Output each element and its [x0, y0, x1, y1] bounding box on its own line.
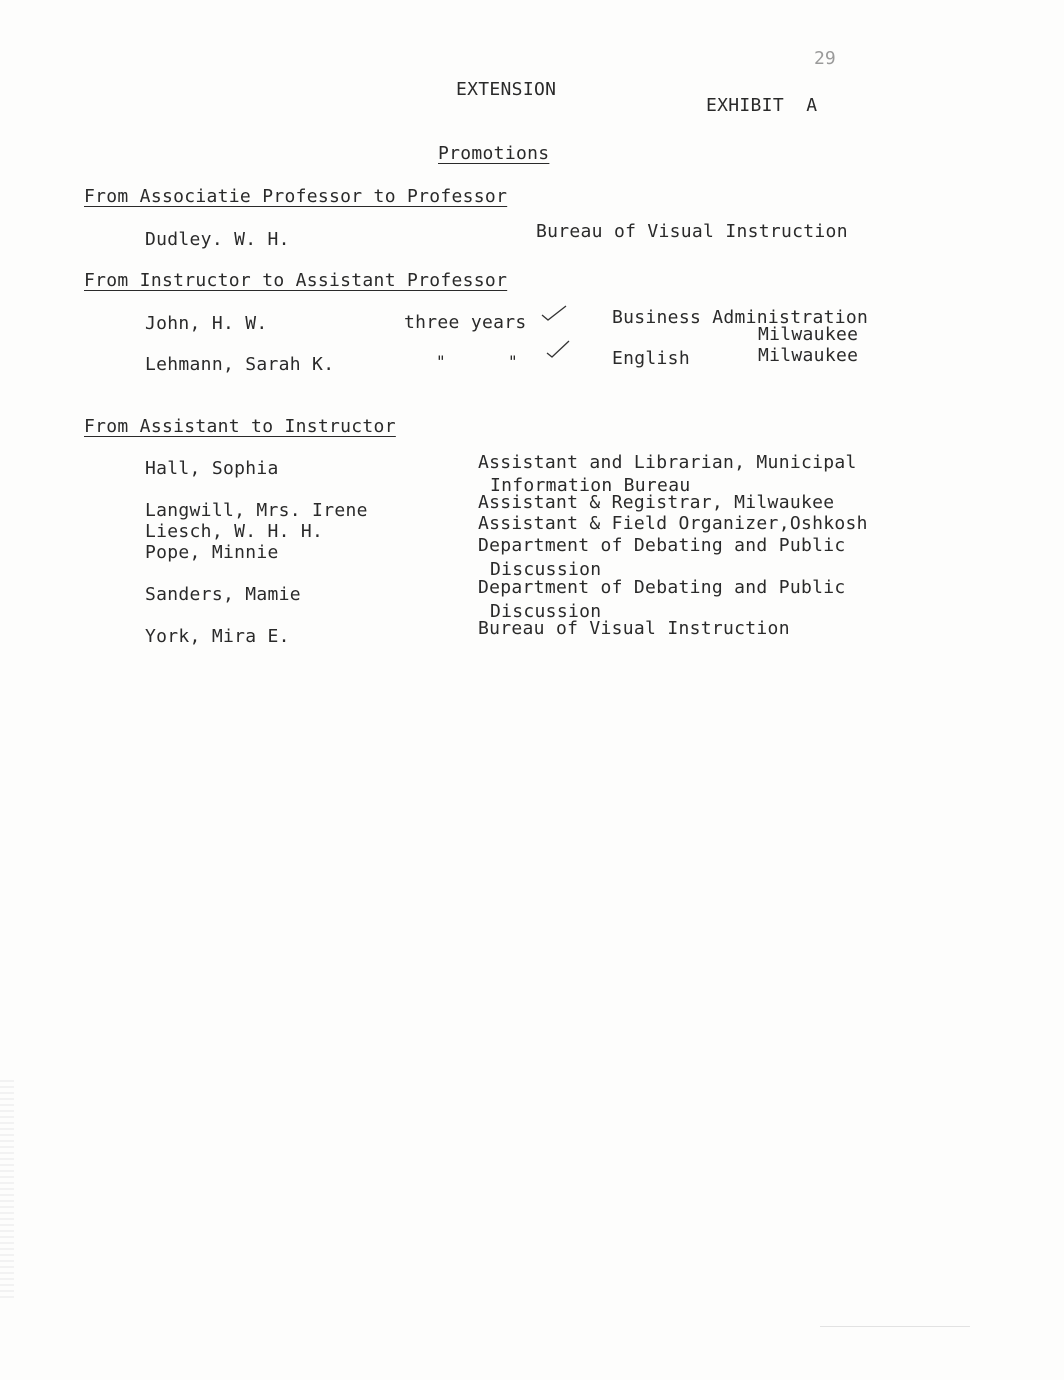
checkmark-icon — [545, 340, 573, 358]
person-name: Pope, Minnie — [145, 542, 279, 563]
exhibit-label: EXHIBIT A — [706, 95, 818, 116]
page-number: 29 — [814, 48, 836, 69]
section-heading-assoc-to-prof: From Associatie Professor to Professor — [84, 186, 508, 207]
person-location: Milwaukee — [758, 345, 859, 366]
checkmark-icon — [540, 304, 568, 322]
person-name: Liesch, W. H. H. — [145, 521, 324, 542]
department-header: EXTENSION — [456, 79, 557, 100]
person-department: Assistant & Field Organizer,Oshkosh — [478, 513, 868, 534]
section-heading-instr-to-asst: From Instructor to Assistant Professor — [84, 270, 508, 291]
person-name: York, Mira E. — [145, 626, 290, 647]
person-department-cont: Information Bureau — [490, 475, 691, 496]
ditto-mark: " — [436, 352, 446, 371]
person-location: Milwaukee — [758, 324, 859, 345]
person-department: Assistant & Registrar, Milwaukee — [478, 492, 835, 513]
person-department: English — [612, 348, 690, 369]
person-department: Department of Debating and Public — [478, 577, 846, 598]
person-department: Business Administration — [612, 307, 869, 328]
scan-mark — [820, 1326, 970, 1327]
person-name: Lehmann, Sarah K. — [145, 354, 335, 375]
section-heading-asst-to-instr: From Assistant to Instructor — [84, 416, 396, 437]
promotion-term: three years — [404, 312, 527, 333]
person-department: Assistant and Librarian, Municipal — [478, 452, 857, 473]
person-department: Bureau of Visual Instruction — [478, 618, 790, 639]
person-name: Sanders, Mamie — [145, 584, 301, 605]
person-name: John, H. W. — [145, 313, 268, 334]
scan-edge-artifact — [0, 1080, 14, 1300]
person-name: Dudley. W. H. — [145, 229, 290, 250]
person-department-cont: Discussion — [490, 601, 602, 622]
person-department-cont: Discussion — [490, 559, 602, 580]
ditto-mark: " — [508, 352, 518, 371]
person-department: Bureau of Visual Instruction — [536, 221, 848, 242]
person-name: Hall, Sophia — [145, 458, 279, 479]
person-department: Department of Debating and Public — [478, 535, 846, 556]
document-title: Promotions — [438, 143, 550, 164]
person-name: Langwill, Mrs. Irene — [145, 500, 368, 521]
